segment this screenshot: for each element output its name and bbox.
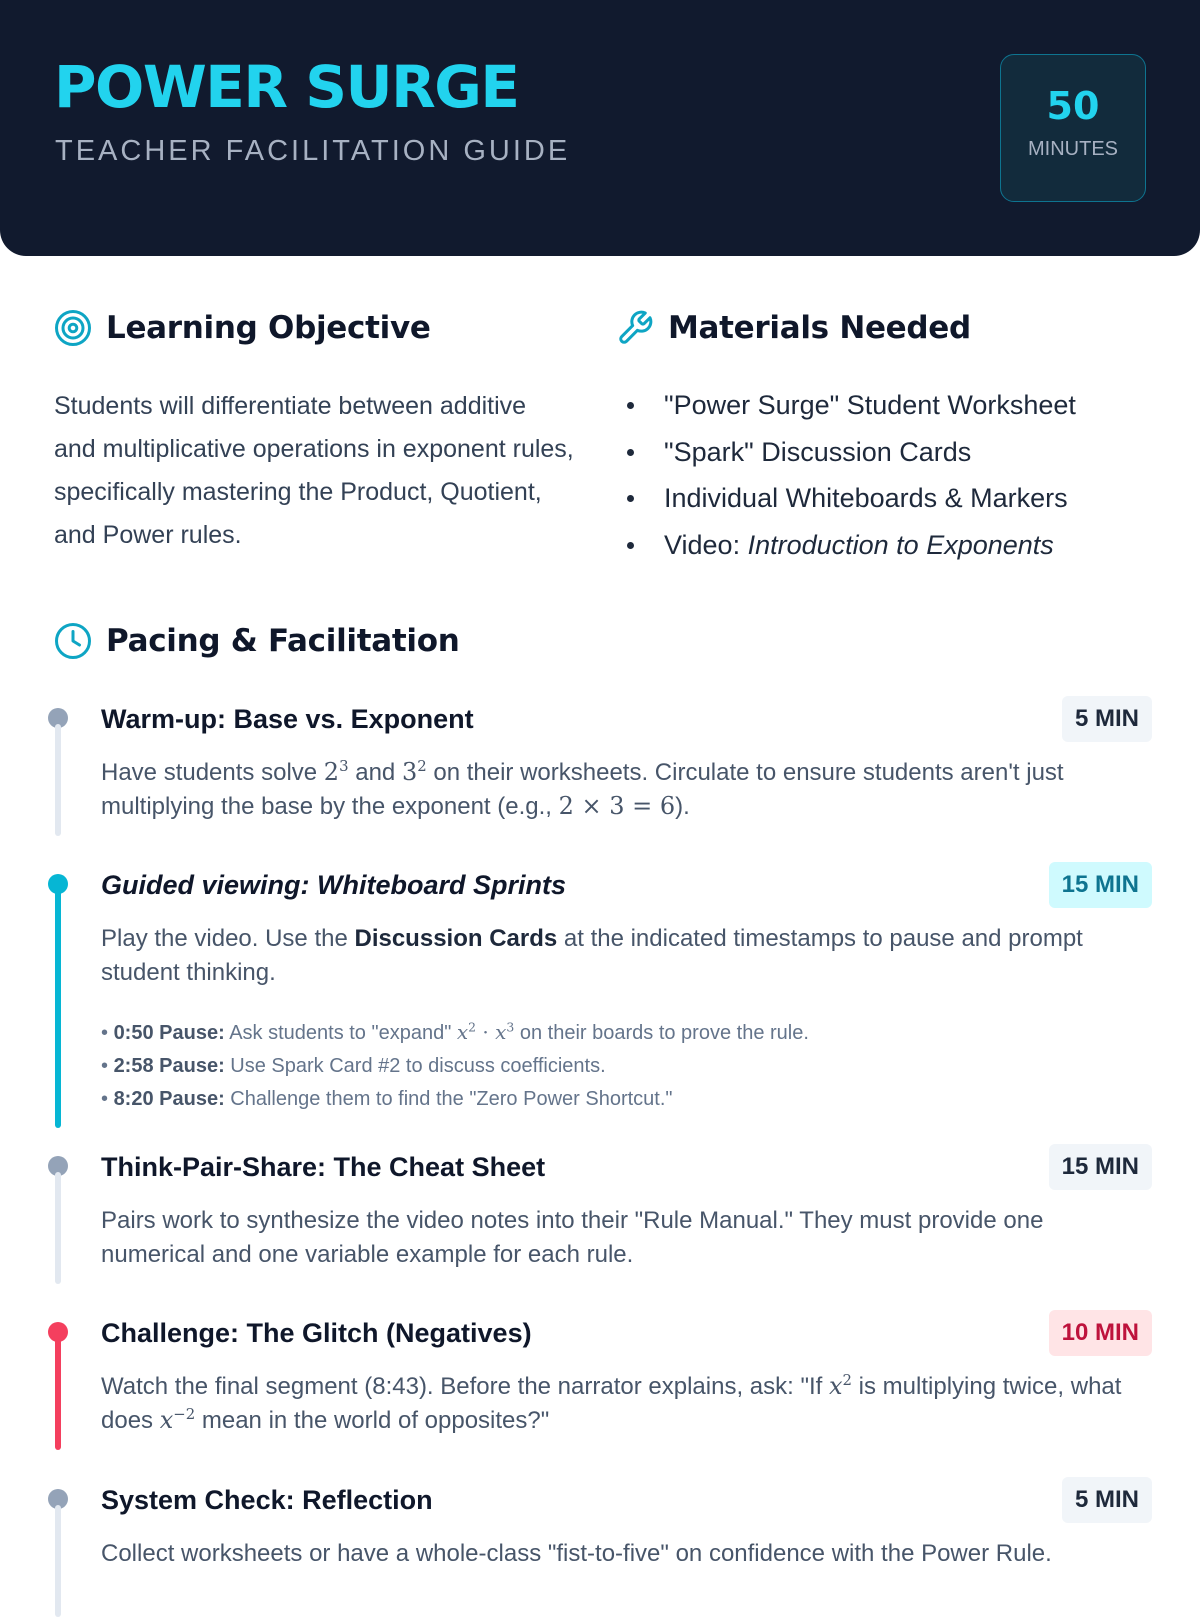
time-badge: 10 MIN [1049,1310,1152,1356]
header-banner [0,0,1200,256]
materials-list [620,382,1160,569]
step-title: Think-Pair-Share: The Cheat Sheet [101,1152,546,1182]
timeline-line [55,890,61,1128]
material-item: "Spark" Discussion Cards [620,429,1160,476]
step-description: Play the video. Use the Discussion Cards at the indicated timestamps to pause and prompt student thinking. [101,925,1083,986]
duration-value: 50 [1046,84,1100,128]
math-expression: $3^2$ [401,757,427,786]
pause-item: • 0:50 Pause: Ask students to "expand" $x^2 \cdot x^3$ on their boards to prove the rule. [101,1019,809,1044]
clock-icon [54,622,92,660]
objective-header [54,308,431,348]
time-badge: 15 MIN [1049,862,1152,908]
pacing-heading: Pacing & Facilitation [106,623,460,659]
pause-item: • 2:58 Pause: Use Spark Card #2 to discuss coefficients. [101,1055,606,1077]
objective-heading: Learning Objective [106,310,431,346]
step-description: Watch the final segment (8:43). Before the narrator explains, ask: "If $x^2$ is multiplying twice, what does $x^{-2}$ mean in the world of opposites?" [101,1371,1122,1434]
step-title: Challenge: The Glitch (Negatives) [101,1318,532,1348]
video-prefix: Video: [664,530,748,561]
time-badge: 5 MIN [1062,1477,1152,1523]
time-badge: 5 MIN [1062,696,1152,742]
step-title: Warm-up: Base vs. Exponent [101,704,474,734]
page-title: POWER SURGE [54,53,519,121]
materials-header [616,308,971,348]
wrench-icon [616,309,654,347]
step-description: Have students solve $2^3$ and $3^2$ on their worksheets. Circulate to ensure students aren't just multiplying the base by the exponent (e.g., 2 × 3 = 6). [101,757,1064,820]
math-expression: $2^3$ [323,757,349,786]
target-icon [54,309,92,347]
page-subtitle: TEACHER FACILITATION GUIDE [55,135,571,167]
material-item: "Power Surge" Student Worksheet [620,382,1160,429]
timeline-line [55,1338,61,1450]
timeline-line [55,1172,61,1284]
objective-text: Students will differentiate between additive and multiplicative operations in exponent rules, specifically mastering the Product, Quotient, and Power rules. [54,392,574,549]
math-expression: $x^{-2}$ [159,1404,196,1434]
material-item: Individual Whiteboards & Markers [620,475,1160,522]
timeline-line [55,724,61,836]
materials-heading: Materials Needed [668,310,971,346]
step-title: Guided viewing: Whiteboard Sprints [101,870,567,900]
video-title: Introduction to Exponents [747,530,1054,561]
math-expression: $x^2$ [828,1371,852,1400]
math-expression: $x^2 \cdot x^3$ [456,1019,515,1044]
step-title: System Check: Reflection [101,1485,433,1515]
pause-item: • 8:20 Pause: Challenge them to find the "Zero Power Shortcut." [101,1088,673,1110]
total-duration-badge [1000,54,1146,202]
pause-list [101,1016,809,1116]
timeline-line [55,1505,61,1617]
step-description: Collect worksheets or have a whole-class "fist-to-five" on confidence with the Power Rule. [101,1540,1052,1567]
time-badge: 15 MIN [1049,1144,1152,1190]
pacing-header [54,621,459,661]
material-item-video [620,522,1160,569]
math-expression: 2 × 3 = 6 [558,791,676,820]
step-description: Pairs work to synthesize the video notes into their "Rule Manual." They must provide one numerical and one variable example for each rule. [101,1207,1044,1268]
duration-unit: MINUTES [1028,138,1118,160]
